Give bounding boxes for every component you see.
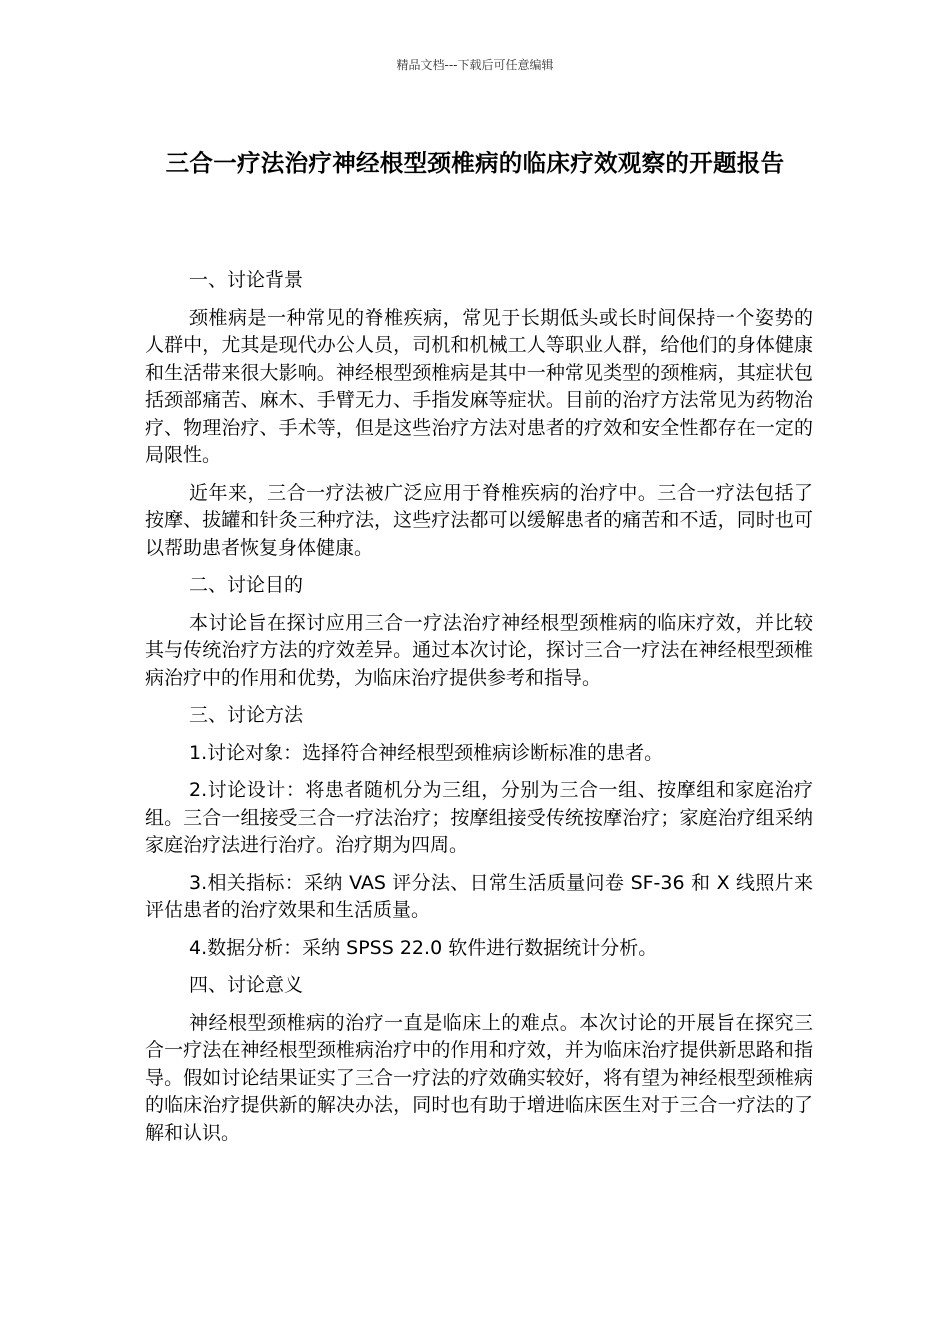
- section-heading-methods: 三、讨论方法: [189, 704, 304, 726]
- methods-item-analysis: 4.数据分析：采纳 SPSS 22.0 软件进行数据统计分析。: [189, 936, 658, 959]
- background-paragraph-1: 颈椎病是一种常见的脊椎疾病，常见于长期低头或长时间保持一个姿势的人群中，尤其是现代办公人员，司机和机械工人等职业人群，给他们的身体健康和生活带来很大影响。神经根型颈椎病是其中一种常见类型的颈椎病，其症状包括颈部痛苦、麻木、手臂无力、手指发麻等症状。目前的治疗方法常见为药物治疗、物理治疗、手术等，但是这些治疗方法对患者的疗效和安全性都存在一定的局限性。: [145, 306, 813, 466]
- document-title: 三合一疗法治疗神经根型颈椎病的临床疗效观察的开题报告: [165, 149, 785, 177]
- methods-item-subjects: 1.讨论对象：选择符合神经根型颈椎病诊断标准的患者。: [189, 741, 664, 764]
- methods-item-design: 2.讨论设计：将患者随机分为三组，分别为三合一组、按摩组和家庭治疗组。三合一组接受三合一疗法治疗；按摩组接受传统按摩治疗；家庭治疗组采纳家庭治疗法进行治疗。治疗期为四周。: [145, 779, 813, 856]
- background-paragraph-2: 近年来，三合一疗法被广泛应用于脊椎疾病的治疗中。三合一疗法包括了按摩、拔罐和针灸三种疗法，这些疗法都可以缓解患者的痛苦和不适，同时也可以帮助患者恢复身体健康。: [145, 481, 813, 559]
- section-heading-significance: 四、讨论意义: [189, 974, 304, 996]
- document-body: [145, 267, 813, 1157]
- page-header-watermark: 精品文档---下载后可任意编辑: [396, 58, 554, 72]
- section-heading-purpose: 二、讨论目的: [189, 574, 304, 596]
- methods-item-indicators: 3.相关指标：采纳 VAS 评分法、日常生活质量问卷 SF-36 和 X 线照片来评估患者的治疗效果和生活质量。: [145, 871, 813, 921]
- purpose-paragraph: 本讨论旨在探讨应用三合一疗法治疗神经根型颈椎病的临床疗效，并比较其与传统治疗方法的疗效差异。通过本次讨论，探讨三合一疗法在神经根型颈椎病治疗中的作用和优势，为临床治疗提供参考和指导。: [145, 611, 813, 689]
- significance-paragraph: 神经根型颈椎病的治疗一直是临床上的难点。本次讨论的开展旨在探究三合一疗法在神经根型颈椎病治疗中的作用和疗效，并为临床治疗提供新思路和指导。假如讨论结果证实了三合一疗法的疗效确实较好，将有望为神经根型颈椎病的临床治疗提供新的解决办法，同时也有助于增进临床医生对于三合一疗法的了解和认识。: [145, 1011, 813, 1144]
- section-heading-background: 一、讨论背景: [189, 269, 304, 291]
